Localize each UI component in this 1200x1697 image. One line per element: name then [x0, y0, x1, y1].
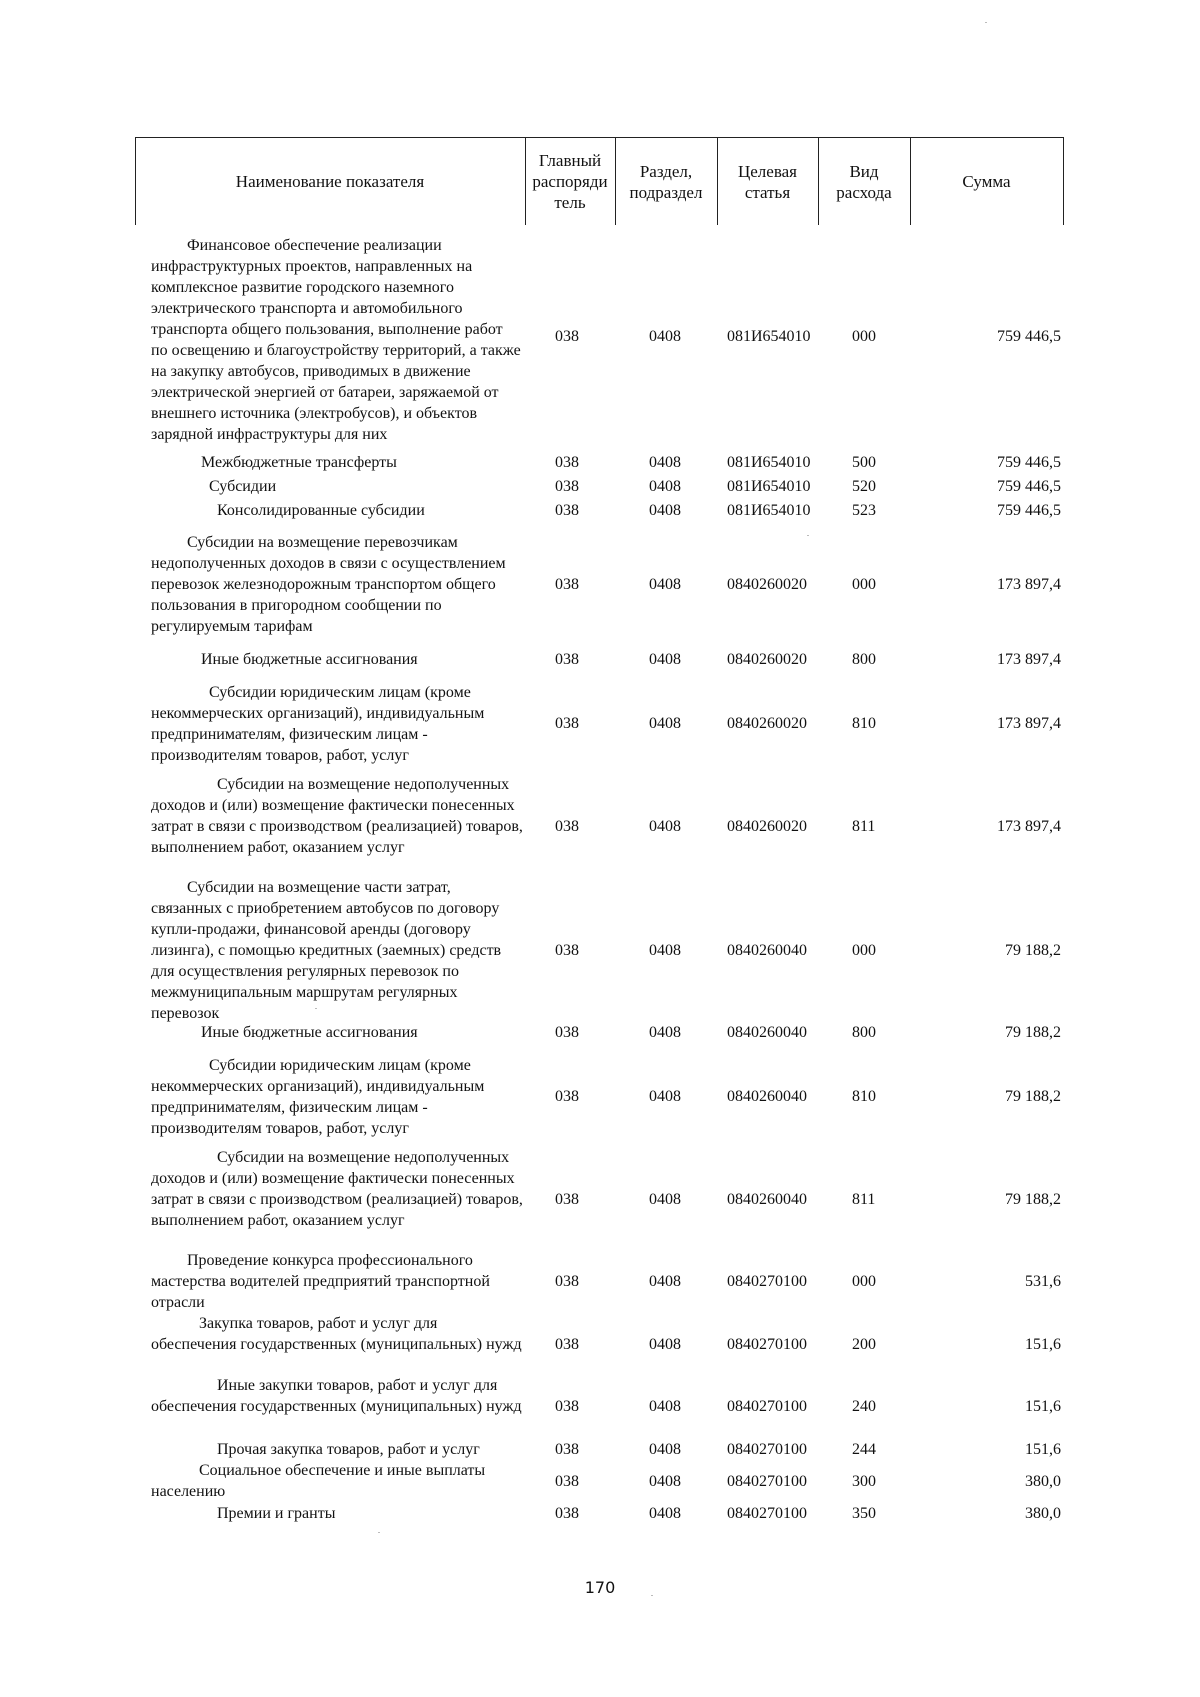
row-name: Проведение конкурса профессионального мастерства водителей предприятий транспортной отрасли: [151, 1252, 490, 1311]
row-sum: 759 446,5: [997, 478, 1061, 495]
row-vr: 000: [852, 1273, 876, 1290]
row-sum: 759 446,5: [997, 328, 1061, 345]
row-razdel: 0408: [649, 651, 681, 668]
table-header: [135, 137, 1064, 225]
row-name: Иные бюджетные ассигнования: [201, 651, 418, 668]
row-sum: 79 188,2: [1005, 942, 1061, 959]
row-sum: 151,6: [1025, 1441, 1061, 1458]
row-vr: 244: [852, 1441, 876, 1458]
row-cs: 0840270100: [727, 1505, 807, 1522]
row-vr: 810: [852, 715, 876, 732]
row-vr: 520: [852, 478, 876, 495]
row-razdel: 0408: [649, 715, 681, 732]
scan-speck: [985, 22, 987, 23]
row-razdel: 0408: [649, 1273, 681, 1290]
header-vr: Вид расхода: [836, 161, 892, 202]
row-name: Субсидии юридическим лицам (кроме некоммерческих организаций), индивидуальным предпринимателям, физическим лицам - производителям товаров, работ, услуг: [151, 684, 485, 764]
row-grbs: 038: [555, 1273, 579, 1290]
row-cs: 0840270100: [727, 1336, 807, 1353]
row-vr: 811: [852, 818, 876, 835]
row-grbs: 038: [555, 1024, 579, 1041]
row-sum: 380,0: [1025, 1505, 1061, 1522]
row-grbs: 038: [555, 1441, 579, 1458]
row-razdel: 0408: [649, 1191, 681, 1208]
row-razdel: 0408: [649, 576, 681, 593]
row-name: Социальное обеспечение и иные выплаты населению: [151, 1462, 486, 1500]
row-cs: 0840260020: [727, 576, 807, 593]
row-cs: 0840270100: [727, 1273, 807, 1290]
row-name: Финансовое обеспечение реализации инфраструктурных проектов, направленных на комплексное развитие городского наземного электрического транспорта и автомобильного транспорта общего пользования, выполнение работ по освещению и благоустройству территорий, а также на закупку автобусов, приводимых в движение электрической энергией от батареи, заряжаемой от внешнего источника (электробусов), и объектов зарядной инфраструктуры для них: [151, 237, 521, 443]
row-cs: 081И654010: [727, 454, 811, 471]
row-razdel: 0408: [649, 1441, 681, 1458]
row-vr: 811: [852, 1191, 876, 1208]
row-name: Иные закупки товаров, работ и услуг для обеспечения государственных (муниципальных) нужд: [151, 1377, 522, 1415]
row-vr: 523: [852, 502, 876, 519]
row-razdel: 0408: [649, 942, 681, 959]
row-name: Субсидии: [209, 478, 277, 495]
row-sum: 531,6: [1025, 1273, 1061, 1290]
row-sum: 79 188,2: [1005, 1088, 1061, 1105]
header-cs: Целевая статья: [737, 161, 798, 202]
row-grbs: 038: [555, 576, 579, 593]
row-cs: 0840260020: [727, 651, 807, 668]
row-vr: 200: [852, 1336, 876, 1353]
row-razdel: 0408: [649, 328, 681, 345]
row-cs: 0840260040: [727, 1024, 807, 1041]
row-sum: 380,0: [1025, 1473, 1061, 1490]
scan-speck: [315, 1008, 317, 1009]
row-sum: 79 188,2: [1005, 1024, 1061, 1041]
row-name: Иные бюджетные ассигнования: [201, 1024, 418, 1041]
row-name: Субсидии юридическим лицам (кроме некоммерческих организаций), индивидуальным предпринимателям, физическим лицам - производителям товаров, работ, услуг: [151, 1057, 485, 1137]
row-cs: 0840270100: [727, 1473, 807, 1490]
row-name: Прочая закупка товаров, работ и услуг: [217, 1441, 480, 1458]
row-name: Закупка товаров, работ и услуг для обеспечения государственных (муниципальных) нужд: [151, 1315, 522, 1353]
row-vr: 350: [852, 1505, 876, 1522]
row-sum: 79 188,2: [1005, 1191, 1061, 1208]
row-cs: 0840270100: [727, 1398, 807, 1415]
header-sum: Сумма: [962, 172, 1011, 191]
row-sum: 173 897,4: [997, 818, 1061, 835]
row-grbs: 038: [555, 1088, 579, 1105]
row-vr: 000: [852, 328, 876, 345]
row-vr: 000: [852, 942, 876, 959]
row-cs: 0840260020: [727, 715, 807, 732]
row-grbs: 038: [555, 1336, 579, 1353]
row-sum: 759 446,5: [997, 454, 1061, 471]
row-vr: 800: [852, 1024, 876, 1041]
row-vr: 800: [852, 651, 876, 668]
page-number: 170: [584, 1578, 616, 1597]
row-razdel: 0408: [649, 1473, 681, 1490]
row-razdel: 0408: [649, 478, 681, 495]
row-cs: 0840260040: [727, 942, 807, 959]
row-grbs: 038: [555, 818, 579, 835]
row-name: Субсидии на возмещение перевозчикам недополученных доходов в связи с осуществлением перевозок железнодорожным транспортом общего пользования в пригородном сообщении по регулируемым тарифам: [151, 534, 506, 635]
row-grbs: 038: [555, 502, 579, 519]
row-razdel: 0408: [649, 1398, 681, 1415]
row-sum: 173 897,4: [997, 576, 1061, 593]
row-grbs: 038: [555, 478, 579, 495]
row-cs: 081И654010: [727, 328, 811, 345]
row-razdel: 0408: [649, 1505, 681, 1522]
scan-speck: [807, 535, 809, 536]
row-grbs: 038: [555, 1398, 579, 1415]
row-vr: 810: [852, 1088, 876, 1105]
row-grbs: 038: [555, 942, 579, 959]
row-grbs: 038: [555, 715, 579, 732]
scan-speck: [378, 1532, 380, 1533]
row-vr: 300: [852, 1473, 876, 1490]
row-sum: 151,6: [1025, 1398, 1061, 1415]
scan-speck: [651, 1595, 653, 1596]
row-sum: 759 446,5: [997, 502, 1061, 519]
row-grbs: 038: [555, 328, 579, 345]
row-cs: 081И654010: [727, 478, 811, 495]
row-grbs: 038: [555, 1473, 579, 1490]
row-razdel: 0408: [649, 1024, 681, 1041]
row-name: Премии и гранты: [217, 1505, 336, 1522]
row-grbs: 038: [555, 651, 579, 668]
row-name: Консолидированные субсидии: [217, 502, 425, 519]
header-razdel: Раздел, подраздел: [629, 161, 703, 202]
row-sum: 173 897,4: [997, 715, 1061, 732]
header-grbs: Главный распоряди тель: [532, 151, 608, 212]
header-name: Наименование показателя: [235, 172, 425, 191]
row-cs: 0840260040: [727, 1088, 807, 1105]
row-name: Субсидии на возмещение части затрат, связанных с приобретением автобусов по договору купли-продажи, финансовой аренды (договору лизинга), с помощью кредитных (заемных) средств для осуществления регулярных перевозок по межмуниципальным маршрутам регулярных перевозок: [151, 879, 502, 1022]
row-cs: 0840260020: [727, 818, 807, 835]
row-vr: 240: [852, 1398, 876, 1415]
row-vr: 000: [852, 576, 876, 593]
row-grbs: 038: [555, 1505, 579, 1522]
row-cs: 0840270100: [727, 1441, 807, 1458]
row-sum: 151,6: [1025, 1336, 1061, 1353]
row-razdel: 0408: [649, 1088, 681, 1105]
row-grbs: 038: [555, 454, 579, 471]
row-cs: 081И654010: [727, 502, 811, 519]
row-sum: 173 897,4: [997, 651, 1061, 668]
row-razdel: 0408: [649, 454, 681, 471]
row-razdel: 0408: [649, 818, 681, 835]
row-cs: 0840260040: [727, 1191, 807, 1208]
row-razdel: 0408: [649, 1336, 681, 1353]
row-name: Субсидии на возмещение недополученных доходов и (или) возмещение фактически понесенных затрат в связи с производством (реализацией) товаров, выполнением работ, оказанием услуг: [151, 1149, 523, 1229]
row-grbs: 038: [555, 1191, 579, 1208]
row-razdel: 0408: [649, 502, 681, 519]
row-vr: 500: [852, 454, 876, 471]
row-name: Межбюджетные трансферты: [201, 454, 397, 471]
row-name: Субсидии на возмещение недополученных доходов и (или) возмещение фактически понесенных затрат в связи с производством (реализацией) товаров, выполнением работ, оказанием услуг: [151, 776, 523, 856]
